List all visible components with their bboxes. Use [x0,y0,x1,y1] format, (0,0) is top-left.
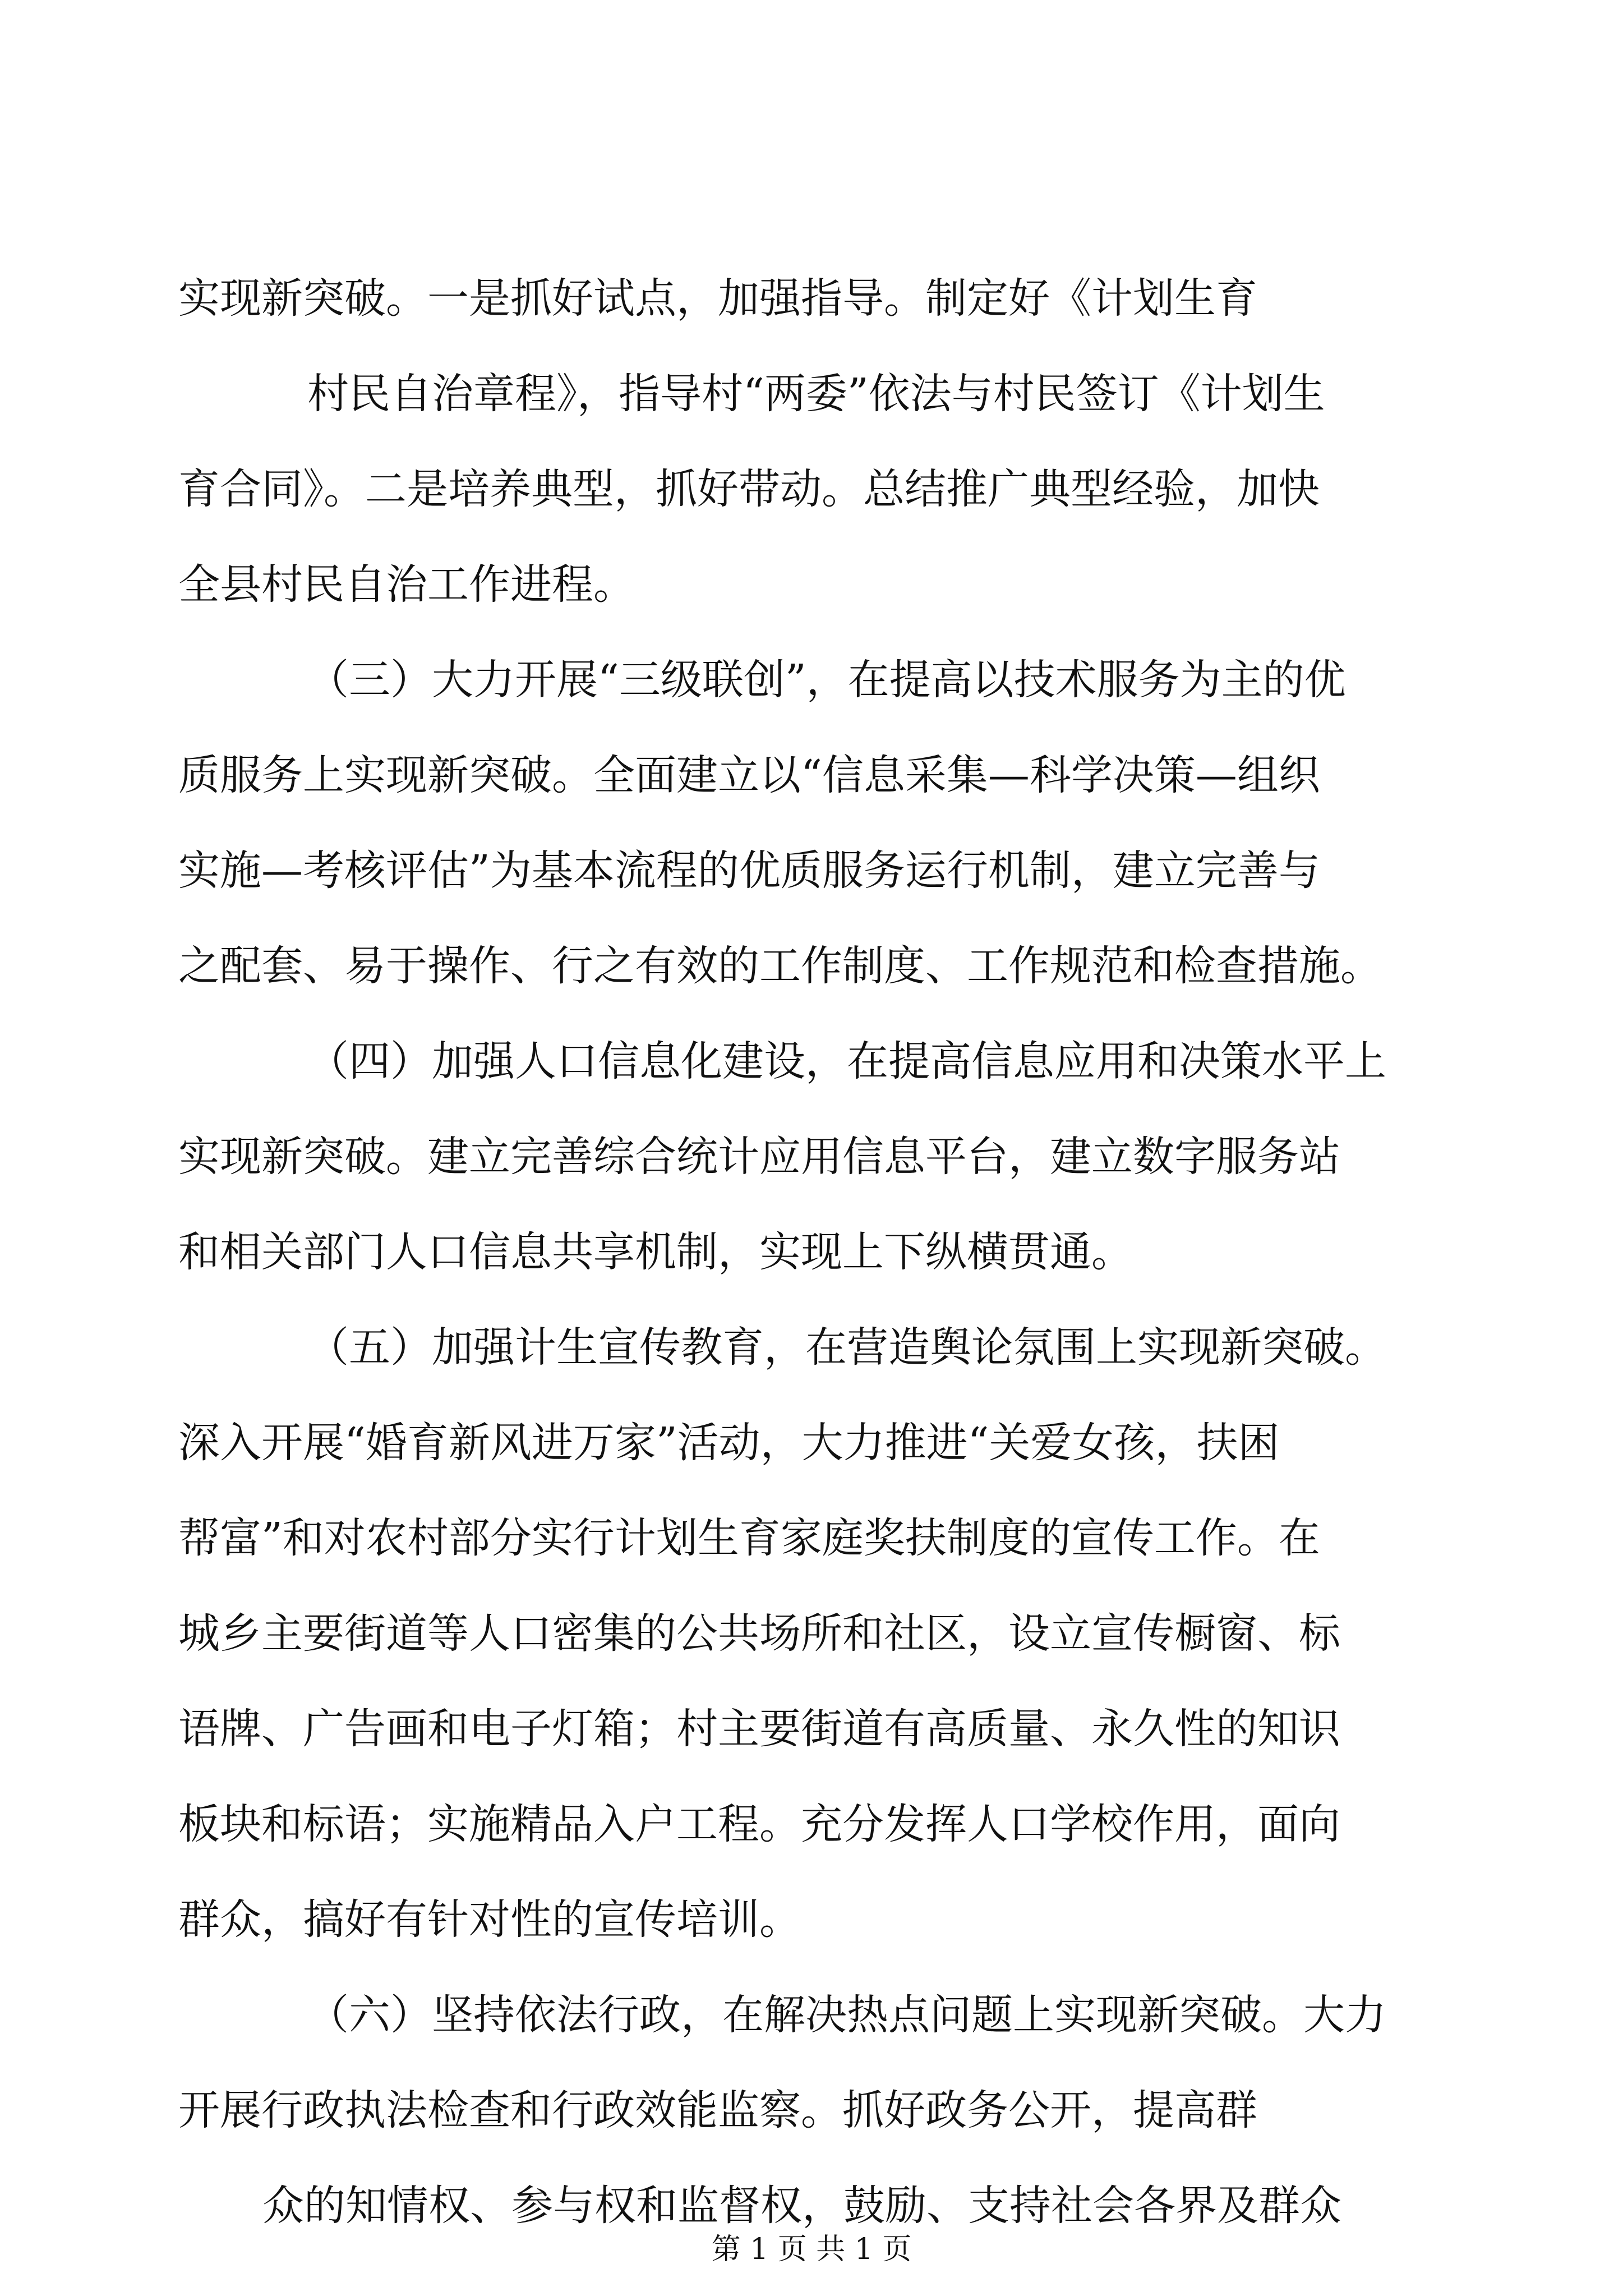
body-line: 实现新突破。一是抓好试点，加强指导。制定好《计划生育 [178,274,1257,323]
body-line: 众的知情权、参与权和监督权，鼓励、支持社会各界及群众 [262,2182,1341,2230]
body-line: 实现新突破。建立完善综合统计应用信息平台，建立数字服务站 [178,1133,1340,1181]
body-line: 城乡主要街道等人口密集的公共场所和社区，设立宣传橱窗、标 [178,1609,1340,1658]
body-line: 实施—考核评估”为基本流程的优质服务运行机制，建立完善与 [178,846,1320,895]
body-line: 村民自治章程》，指导村“两委”依法与村民签订《计划生 [307,370,1325,418]
body-line: 语牌、广告画和电子灯箱；村主要街道有高质量、永久性的知识 [178,1705,1340,1753]
body-line: （六）坚持依法行政，在解决热点问题上实现新突破。大力 [307,1991,1386,2039]
body-line: （四）加强人口信息化建设，在提高信息应用和决策水平上 [307,1037,1386,1085]
body-line: 帮富”和对农村部分实行计划生育家庭奖扶制度的宣传工作。在 [178,1514,1320,1562]
body-line: 之配套、易于操作、行之有效的工作制度、工作规范和检查措施。 [178,942,1382,990]
body-line: （三）大力开展“三级联创”，在提高以技术服务为主的优 [307,656,1346,704]
page-footer: 第 1 页 共 1 页 [711,2233,912,2266]
body-line: 质服务上实现新突破。全面建立以“信息采集—科学决策—组织 [178,751,1320,799]
body-line: 开展行政执法检查和行政效能监察。抓好政务公开，提高群 [178,2086,1257,2134]
body-line: 深入开展“婚育新风进万家”活动，大力推进“关爱女孩，扶困 [178,1419,1280,1467]
body-line: 和相关部门人口信息共享机制，实现上下纵横贯通。 [178,1228,1133,1276]
body-line: （五）加强计生宣传教育，在营造舆论氛围上实现新突破。 [307,1323,1386,1372]
body-line: 群众，搞好有针对性的宣传培训。 [178,1895,801,1944]
body-line: 育合同》。二是培养典型，抓好带动。总结推广典型经验，加快 [178,465,1320,513]
body-line: 板块和标语；实施精品入户工程。充分发挥人口学校作用，面向 [178,1800,1340,1848]
body-line: 全县村民自治工作进程。 [178,560,635,609]
